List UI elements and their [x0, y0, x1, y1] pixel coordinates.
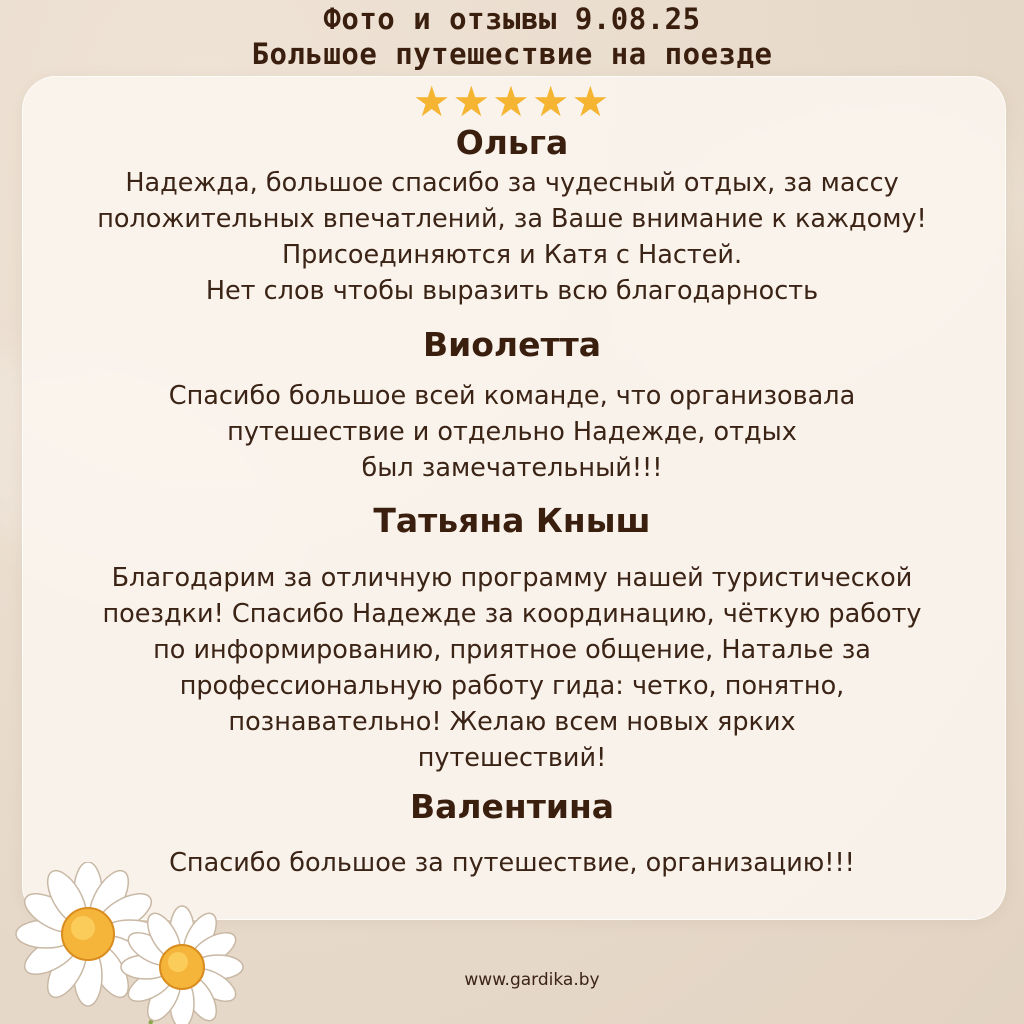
reviewer-name: Валентина [409, 787, 615, 826]
review-text-line: Присоединяются и Катя с Настей. [281, 240, 743, 270]
page-title-trip: Большое путешествие на поезде [251, 37, 773, 71]
page-header [0, 0, 1024, 72]
review-text-line: был замечательный!!! [361, 453, 663, 483]
review-text-line: Нет слов чтобы выразить всю благодарность [205, 276, 819, 306]
review-text-line: по информированию, приятное общение, Наталье за [153, 635, 871, 665]
review-text-line: путешествий! [417, 743, 607, 773]
reviewer-name: Татьяна Кныш [373, 501, 651, 540]
review-text-line: познавательно! Желаю всем новых ярких [228, 707, 796, 737]
review-text-line: профессиональную работу гида: четко, понятно, [179, 671, 845, 701]
review-tatyana [0, 501, 1024, 776]
review-text [0, 165, 1024, 309]
review-text [0, 378, 1024, 486]
review-violetta [0, 325, 1024, 486]
reviewer-name: Виолетта [422, 325, 602, 364]
review-text-line: положительных впечатлений, за Ваше внимание к каждому! [97, 204, 927, 234]
website-link[interactable]: www.gardika.by [464, 970, 600, 990]
daisy-flowers-decoration [0, 862, 270, 1024]
review-text-line: поездки! Спасибо Надежде за координацию, чёткую работу [102, 599, 922, 629]
review-text-line: Надежда, большое спасибо за чудесный отдых, за массу [125, 168, 899, 198]
review-text-line: Благодарим за отличную программу нашей туристической [111, 563, 913, 593]
review-text-line: Спасибо большое всей команде, что организовала [168, 381, 856, 411]
review-olga [0, 123, 1024, 309]
review-text-line: путешествие и отдельно Надежде, отдых [227, 417, 797, 447]
reviewer-name: Ольга [455, 123, 569, 162]
review-text-line: Спасибо большое за путешествие, организацию!!! [169, 848, 855, 878]
rating-stars: ★★★★★ [412, 77, 612, 126]
review-text [0, 560, 1024, 776]
page-title-date: Фото и отзывы 9.08.25 [323, 2, 701, 36]
